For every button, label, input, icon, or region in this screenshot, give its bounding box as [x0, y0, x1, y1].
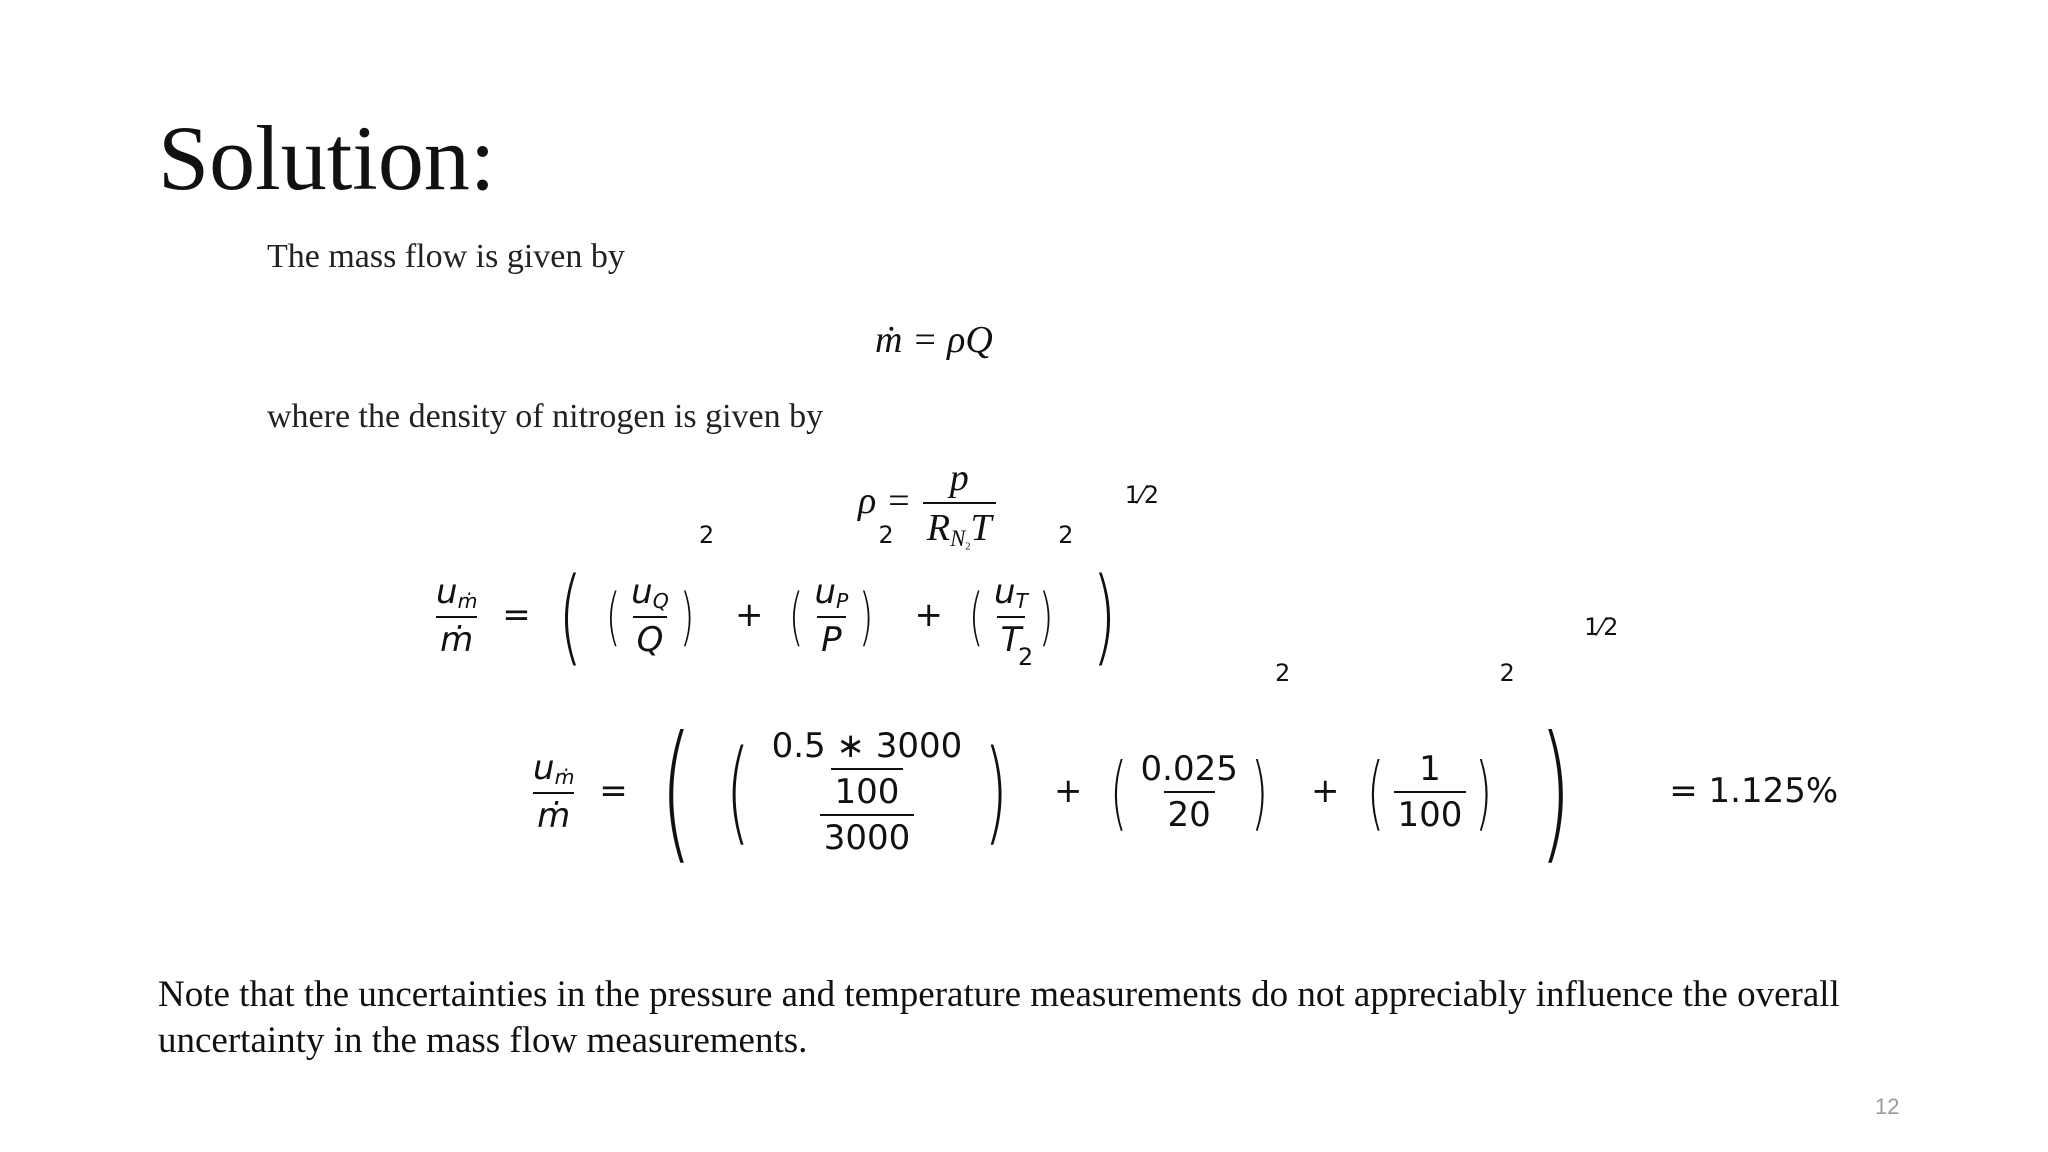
- lhs-numerator: [529, 748, 578, 791]
- term2-denominator: 20: [1164, 791, 1215, 835]
- term2-numerator: 0.025: [1140, 749, 1238, 789]
- plus-sign: +: [734, 594, 764, 635]
- term1-inner-denominator: 100: [831, 768, 904, 812]
- exponent: 2: [1058, 521, 1074, 549]
- term3-numerator: 1: [1419, 749, 1441, 789]
- right-paren: ): [859, 579, 874, 653]
- exponent: 2: [698, 521, 715, 549]
- right-paren: ): [679, 579, 695, 653]
- lhs-fraction: [529, 748, 578, 835]
- plus-sign: +: [914, 594, 943, 635]
- lhs-denominator: ṁ: [436, 616, 477, 660]
- equals-sign: =: [502, 594, 531, 635]
- u-subscript: P: [836, 589, 849, 614]
- density-text: where the density of nitrogen is given by: [267, 398, 824, 435]
- exponent: 2: [1499, 659, 1515, 687]
- lhs-denominator: ṁ: [533, 792, 574, 836]
- gas-constant-subscript: [950, 526, 970, 551]
- outer-left-paren: (: [557, 555, 583, 677]
- u-symbol: u: [436, 572, 458, 613]
- density-fraction: [923, 456, 996, 552]
- term-q-numerator: [627, 572, 673, 615]
- note-text: Note that the uncertainties in the pressure and temperature measurements do not appreciably influence the overall uncertainty in the mass flow measurements.: [158, 974, 1840, 1061]
- plus-sign: +: [1053, 770, 1083, 811]
- u-symbol: u: [533, 748, 555, 789]
- u-symbol: u: [814, 572, 837, 613]
- slide-title: Solution:: [158, 107, 496, 209]
- page-number: 12: [1875, 1094, 1900, 1119]
- u-subscript: Q: [652, 589, 669, 614]
- outer-right-paren: ): [1538, 705, 1571, 879]
- term-p-denominator: P: [817, 616, 846, 660]
- left-paren: (: [789, 579, 804, 653]
- term1-inner-fraction: [768, 726, 967, 812]
- term2-fraction: [1137, 749, 1242, 835]
- term-t-numerator: [990, 572, 1032, 615]
- intro-text: The mass flow is given by: [267, 238, 625, 275]
- exponent: 2: [1018, 643, 1034, 671]
- left-paren: (: [1367, 745, 1385, 839]
- mass-flow-equation: ṁ = ρQ: [875, 319, 993, 361]
- term-t-denominator: T: [997, 616, 1026, 660]
- u-symbol: u: [631, 572, 653, 613]
- left-paren: (: [968, 579, 984, 653]
- lhs-fraction: [432, 572, 481, 659]
- uncertainty-general-equation: [430, 481, 1160, 677]
- subscript-2: 2: [965, 541, 971, 553]
- density-lhs: ρ =: [858, 479, 912, 522]
- outer-exponent: 1⁄2: [1584, 613, 1619, 641]
- term1-numerator: [762, 726, 973, 814]
- term-p-numerator: [810, 572, 852, 615]
- left-paren: (: [1110, 745, 1128, 839]
- exponent: 2: [1275, 659, 1291, 687]
- left-paren: (: [725, 727, 750, 857]
- left-paren: (: [605, 579, 621, 653]
- right-paren: ): [1250, 745, 1269, 839]
- outer-right-paren: ): [1092, 555, 1117, 677]
- outer-exponent: 1⁄2: [1124, 481, 1160, 509]
- term3-fraction: [1394, 749, 1467, 835]
- u-subscript: T: [1015, 589, 1029, 614]
- term3-denominator: 100: [1394, 791, 1467, 835]
- uncertainty-numeric-equation: [527, 613, 1839, 879]
- u-subscript: ṁ: [554, 765, 575, 790]
- term1-fraction: [762, 726, 973, 858]
- exponent: 2: [878, 521, 894, 549]
- right-paren: ): [1038, 579, 1054, 653]
- subscript-n: N: [950, 525, 966, 551]
- result-value: = 1.125%: [1669, 770, 1839, 811]
- term-q-denominator: Q: [633, 616, 668, 660]
- equals-sign: =: [599, 770, 628, 811]
- u-subscript: ṁ: [457, 589, 478, 614]
- temperature-symbol: T: [970, 507, 992, 549]
- density-denominator: [923, 502, 996, 552]
- right-paren: ): [1475, 745, 1493, 839]
- outer-left-paren: (: [659, 705, 692, 879]
- plus-sign: +: [1311, 770, 1340, 811]
- right-paren: ): [984, 727, 1009, 857]
- term-q-fraction: [627, 572, 673, 659]
- term-p-fraction: [810, 572, 852, 659]
- lhs-numerator: [432, 572, 481, 615]
- density-numerator: p: [949, 457, 969, 499]
- term1-denominator: 3000: [820, 814, 915, 858]
- gas-constant-symbol: R: [926, 507, 951, 549]
- term1-inner-numerator: 0.5 ∗ 3000: [771, 726, 963, 766]
- u-symbol: u: [993, 572, 1016, 613]
